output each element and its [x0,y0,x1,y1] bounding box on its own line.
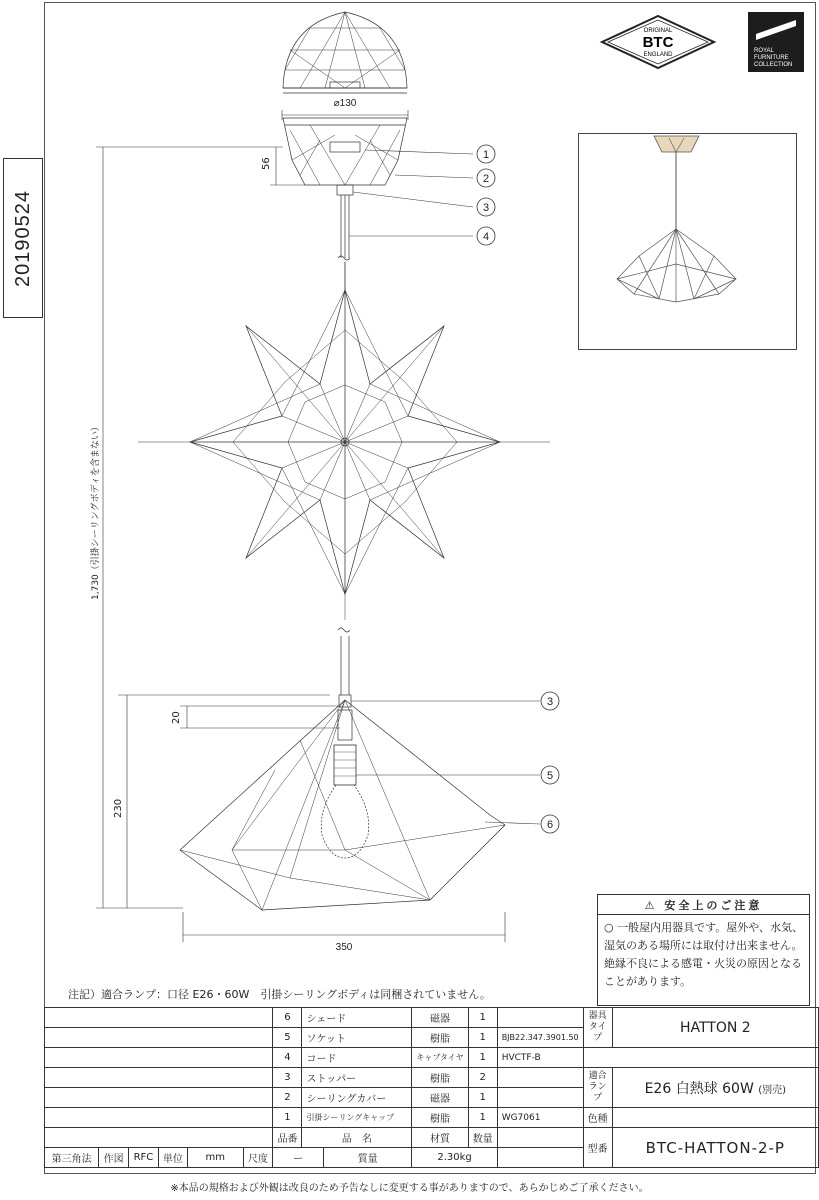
part-no: 6 [273,1008,302,1028]
part-qty: 1 [468,1108,497,1128]
part-name: シーリングカバー [302,1088,412,1108]
part-material: 磁器 [412,1088,468,1108]
callout-1: 1 [482,149,490,161]
part-qty: 1 [468,1028,497,1048]
header-qty: 数量 [468,1128,497,1148]
drawn-by: RFC [129,1148,159,1168]
safety-notice [597,894,810,1006]
table-header-row [45,1128,819,1148]
part-remark: WG7061 [497,1108,583,1128]
part-material: 樹脂 [412,1068,468,1088]
unit-value: mm [187,1148,243,1168]
part-no: 5 [273,1028,302,1048]
part-material: 樹脂 [412,1108,468,1128]
part-material: 磁器 [412,1008,468,1028]
label-lamp: 適合ランプ [583,1068,612,1108]
label-model: 型番 [583,1128,612,1168]
header-no: 品番 [273,1128,302,1148]
dim-total-length: 1,730（引掛シーリングボディを含まない） [91,422,101,600]
part-name: シェード [302,1008,412,1028]
part-remark: BJB22.347.3901.50 [497,1028,583,1048]
part-material: 樹脂 [412,1028,468,1048]
date-stamp: 20190524 [11,189,34,287]
part-qty: 2 [468,1068,497,1088]
part-row-1 [45,1108,819,1128]
part-row-6 [45,1008,819,1028]
value-color [612,1108,818,1128]
callout-5: 5 [546,770,554,782]
label-type: 器具タイプ [583,1008,612,1048]
part-remark [497,1088,583,1108]
part-row-4 [45,1048,819,1068]
dim-diameter: ⌀130 [333,98,357,109]
footer-disclaimer: ※本品の規格および外観は改良のため予告なしに変更する事がありますので、あらかじめご了承ください。 [170,1183,649,1194]
part-material: キャブタイヤ [412,1048,468,1068]
btc-logo-mid: BTC [642,34,674,51]
value-lamp: E26 白熱球 60W [644,1080,754,1097]
part-qty: 1 [468,1088,497,1108]
part-qty: 1 [468,1048,497,1068]
part-remark: HVCTF-B [497,1048,583,1068]
value-lamp-note: (別売) [758,1084,787,1096]
scale-label: 尺度 [243,1148,273,1168]
label-color: 色種 [583,1108,612,1128]
dim-shade-height: 230 [113,798,124,818]
btc-logo-top: ORIGINAL [643,28,673,34]
part-row-3 [45,1068,819,1088]
royal-logo-line1: ROYAL [754,48,774,54]
value-type: HATTON 2 [612,1008,818,1048]
part-no: 2 [273,1088,302,1108]
callout-3: 3 [482,202,490,214]
lamp-note: 注記）適合ランプ：口径 E26・60W 引掛シーリングボディは同梱されていません。 [68,988,491,1001]
value-model: BTC-HATTON-2-P [612,1128,818,1168]
header-material: 材質 [412,1128,468,1148]
part-no: 1 [273,1108,302,1128]
part-name: ソケット [302,1028,412,1048]
callout-6: 6 [546,819,554,831]
safety-title: ⚠ 安全上のご注意 [598,895,809,915]
part-name: コード [302,1048,412,1068]
part-no: 4 [273,1048,302,1068]
callout-3b: 3 [546,696,554,708]
header-name: 品 名 [302,1128,412,1148]
part-name: 引掛シーリングキャップ [302,1108,412,1128]
projection: 第三角法 [45,1148,99,1168]
part-no: 3 [273,1068,302,1088]
royal-logo-line3: COLLECTION [754,62,793,68]
part-remark [497,1068,583,1088]
dim-stopper: 20 [171,711,182,724]
unit-label: 単位 [158,1148,187,1168]
drawn-label: 作図 [99,1148,129,1168]
royal-logo-line2: FURNITURE [754,55,789,61]
part-remark [497,1008,583,1028]
btc-logo-bottom: ENGLAND [643,52,673,58]
parts-table [44,1007,819,1168]
callout-2: 2 [482,173,490,185]
weight-value: 2.30kg [412,1148,497,1168]
part-name: ストッパー [302,1068,412,1088]
dim-ceiling-height: 56 [261,157,272,170]
part-qty: 1 [468,1008,497,1028]
callout-4: 4 [482,231,490,243]
dim-shade-width: 350 [335,942,353,953]
safety-body: ○ 一般屋内用器具です。屋外や、水気、湿気のある場所には取付け出来ません。絶縁不良による感電・火災の原因となることがあります。 [604,921,803,988]
weight-label: 質量 [323,1148,412,1168]
scale-value: ー [273,1148,323,1168]
